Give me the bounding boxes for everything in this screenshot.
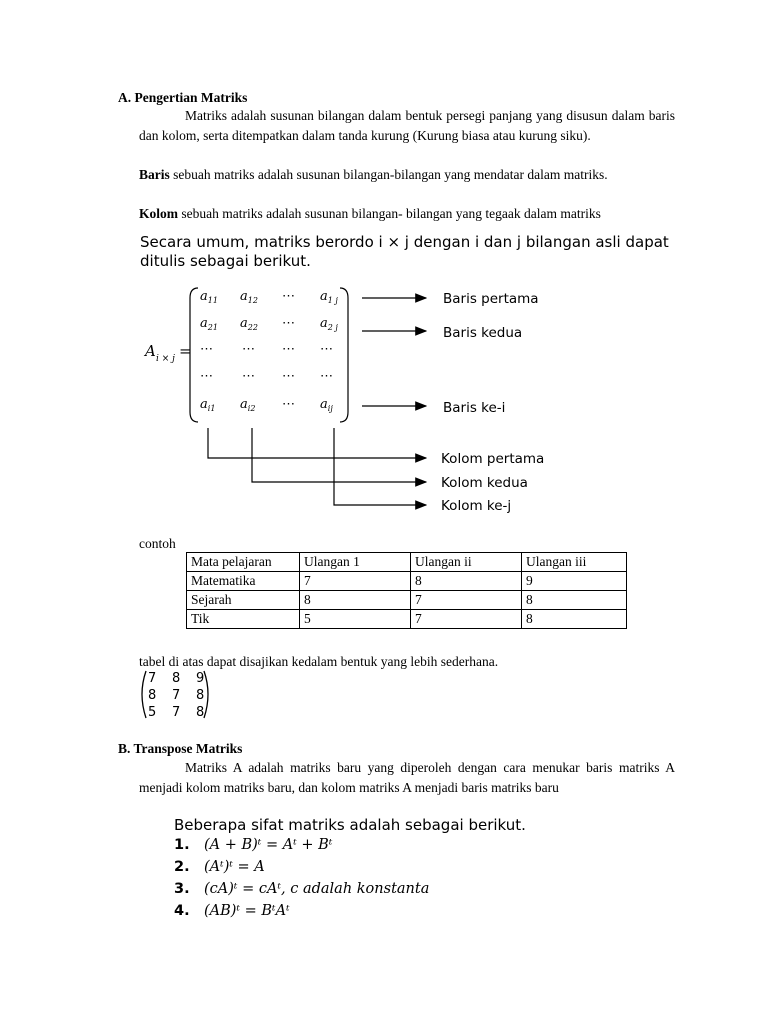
- table-cell: Matematika: [187, 572, 300, 591]
- example-matrix-cell: 7: [148, 671, 157, 686]
- props-title: Beberapa sifat matriks adalah sebagai berikut.: [174, 816, 526, 834]
- example-matrix-cell: 8: [172, 671, 181, 686]
- example-matrix-right-paren: [204, 671, 208, 718]
- property-item: [174, 837, 332, 853]
- matrix-entries: [200, 289, 338, 413]
- example-matrix-cell: 7: [172, 688, 181, 703]
- example-matrix-cell: 5: [148, 705, 157, 720]
- matrix-equals: =: [179, 342, 192, 360]
- table-cell: 7: [411, 610, 522, 629]
- table-row: [187, 572, 627, 591]
- col-label-1: Kolom pertama: [441, 451, 545, 467]
- property-formula: (cA)ᵗ = cAᵗ, c adalah konstanta: [204, 881, 430, 897]
- matrix-right-bracket: [340, 288, 348, 422]
- table-row: [187, 591, 627, 610]
- entry-dots-r3c2: ⋯: [242, 342, 255, 357]
- table-cell: Tik: [187, 610, 300, 629]
- property-number: 3.: [174, 881, 190, 897]
- section-a-heading: A. Pengertian Matriks: [118, 90, 248, 105]
- kolom-def-text: sebuah matriks adalah susunan bilangan- bilangan yang tegaak dalam matriks: [178, 206, 601, 221]
- example-label: contoh: [139, 536, 176, 551]
- entry-a11: $a_{11}$: [200, 289, 218, 305]
- table-cell: 8: [411, 572, 522, 591]
- diagram-caption-line1: Secara umum, matriks berordo i × j dengan i dan j bilangan asli dapat: [140, 233, 669, 251]
- table-cell: 8: [522, 610, 627, 629]
- property-item: [174, 859, 265, 875]
- section-a-intro: Matriks adalah susunan bilangan dalam bentuk persegi panjang yang disusun dalam baris dan kolom, serta ditempatkan dalam tanda kurung (Kurung biasa atau kurung siku).: [139, 108, 675, 143]
- example-matrix-cell: 8: [196, 688, 205, 703]
- table-cell: 7: [300, 572, 411, 591]
- table-header: Ulangan iii: [522, 553, 627, 572]
- table-row: [187, 610, 627, 629]
- example-matrix-cell: 9: [196, 671, 205, 686]
- entry-a21: $a_{21}$: [200, 316, 218, 332]
- row-label-i: Baris ke-i: [443, 400, 506, 416]
- col-arrow-1: [208, 428, 426, 458]
- table-header: Ulangan 1: [300, 553, 411, 572]
- matrix-label: A: [145, 342, 156, 360]
- entry-dots-r4c4: ⋯: [320, 369, 333, 384]
- col-arrow-2: [252, 428, 426, 482]
- table-header-row: [187, 553, 627, 572]
- entry-dots-r2: ⋯: [282, 316, 295, 331]
- entry-a22: $a_{22}$: [240, 316, 258, 332]
- property-number: 4.: [174, 903, 190, 919]
- entry-ai1: $a_{i1}$: [200, 397, 216, 413]
- row-label-2: Baris kedua: [443, 325, 523, 341]
- table-cell: 7: [411, 591, 522, 610]
- col-label-2: Kolom kedua: [441, 475, 528, 491]
- table-cell: 8: [522, 591, 627, 610]
- example-matrix-cell: 7: [172, 705, 181, 720]
- property-formula: (AB)ᵗ = BᵗAᵗ: [204, 903, 290, 919]
- table-header: Mata pelajaran: [187, 553, 300, 572]
- entry-dots-r4c2: ⋯: [242, 369, 255, 384]
- property-formula: (Aᵗ)ᵗ = A: [204, 859, 265, 875]
- property-item: [174, 881, 429, 897]
- table-cell: 5: [300, 610, 411, 629]
- entry-aij: $a_{ij}$: [320, 397, 333, 413]
- kolom-term: Kolom: [139, 206, 178, 221]
- grades-table: [186, 552, 627, 629]
- col-label-j: Kolom ke-j: [441, 498, 512, 514]
- section-b-intro: Matriks A adalah matriks baru yang diperoleh dengan cara menukar baris matriks A menjadi kolom matriks baru, dan kolom matriks A menjadi baris matriks baru: [139, 760, 675, 795]
- example-matrix-left-paren: [142, 671, 146, 718]
- row-label-1: Baris pertama: [443, 291, 539, 307]
- example-matrix-cell: 8: [196, 705, 205, 720]
- table-cell: 8: [300, 591, 411, 610]
- table-cell: 9: [522, 572, 627, 591]
- entry-dots-r4c1: ⋯: [200, 369, 213, 384]
- section-b-heading: B. Transpose Matriks: [118, 741, 243, 756]
- example-after-text: tabel di atas dapat disajikan kedalam bentuk yang lebih sederhana.: [139, 654, 499, 669]
- diagram-caption-line2: ditulis sebagai berikut.: [140, 252, 311, 270]
- entry-ai2: $a_{i2}$: [240, 397, 256, 413]
- example-matrix: [134, 668, 224, 722]
- entry-dots-r1: ⋯: [282, 289, 295, 304]
- example-matrix-cell: 8: [148, 688, 157, 703]
- property-number: 2.: [174, 859, 190, 875]
- entry-a1j: $a_{1 j}$: [320, 289, 338, 305]
- baris-term: Baris: [139, 167, 170, 182]
- table-cell: Sejarah: [187, 591, 300, 610]
- entry-a12: $a_{12}$: [240, 289, 258, 305]
- matrix-label-sub: i × j: [156, 354, 175, 364]
- property-item: [174, 903, 290, 919]
- entry-dots-r5: ⋯: [282, 397, 295, 412]
- entry-dots-r4c3: ⋯: [282, 369, 295, 384]
- property-formula: (A + B)ᵗ = Aᵗ + Bᵗ: [204, 837, 333, 853]
- entry-dots-r3c1: ⋯: [200, 342, 213, 357]
- entry-dots-r3c3: ⋯: [282, 342, 295, 357]
- entry-dots-r3c4: ⋯: [320, 342, 333, 357]
- entry-a2j: $a_{2 j}$: [320, 316, 338, 332]
- property-number: 1.: [174, 837, 190, 853]
- col-arrow-j: [334, 428, 426, 505]
- table-header: Ulangan ii: [411, 553, 522, 572]
- baris-def-text: sebuah matriks adalah susunan bilangan-bilangan yang mendatar dalam matriks.: [169, 167, 608, 182]
